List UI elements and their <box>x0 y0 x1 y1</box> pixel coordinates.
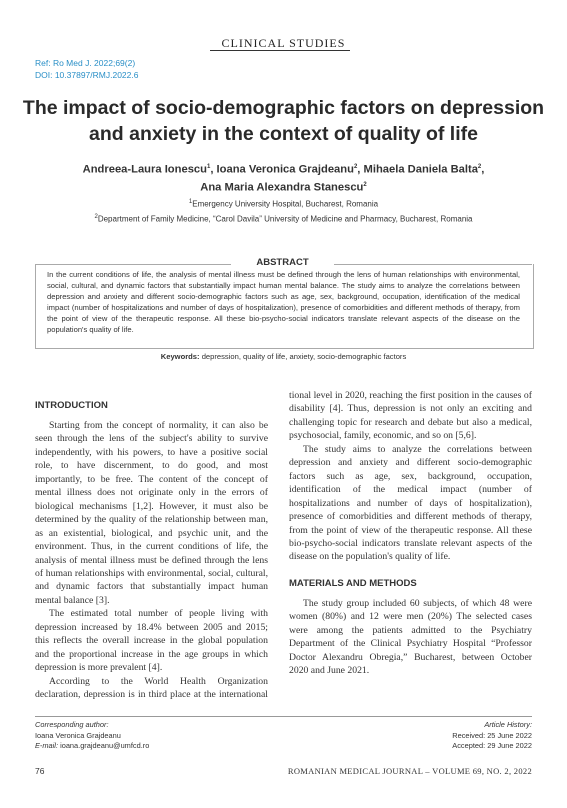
intro-paragraph-4: The study aims to analyze the correlations between depression and anxiety and different socio-demographic factors such as age, sex, background, occupation, identification of the medical impact (number of hospitalizations and number of days of hospitalization), presence of comorbidities and different methods of therapy, from the point of view of the therapeutic response. All these bio-psycho-social indicators translate relevant aspects of the disease on the population's quality of life. <box>289 443 532 563</box>
keywords-list: depression, quality of life, anxiety, socio-demographic factors <box>201 352 407 361</box>
left-column <box>35 400 268 701</box>
author-name: Ana Maria Alexandra Stanescu <box>200 181 364 194</box>
footer-divider <box>35 716 532 717</box>
accepted-date: Accepted: 29 June 2022 <box>452 741 532 750</box>
intro-paragraph-2: The estimated total number of people living with depression increased by 18.4% between 2005 and 2015; this reflects the overall increase in the global population and the proportional increase in the age groups in which depression is more prevalent [4]. <box>35 608 268 674</box>
email-link[interactable]: ioana.grajdeanu@umfcd.ro <box>60 741 150 750</box>
right-column <box>289 389 532 678</box>
author-name: Ioana Veronica Grajdeanu <box>216 163 354 176</box>
keywords <box>0 352 567 361</box>
article-history: Article History: Received: 25 June 2022 Accepted: 29 June 2022 <box>452 720 532 750</box>
reference-block <box>35 57 138 81</box>
intro-paragraph-3: According to the World Health Organization declaration, depression is in third place at the international <box>35 675 268 701</box>
methods-paragraph-1: The study group included 60 subjects, of which 48 were women (80%) and 12 were men (20%) The selected cases were among the patients admitted to the Psychiatry Department of the Clinical Psychiatry Hospital “Professor Doctor Alexandru Obregia,” Bucharest, between October 2020 and June 2021. <box>289 597 532 677</box>
affiliations <box>20 196 547 226</box>
abstract-heading: ABSTRACT <box>256 257 309 268</box>
keywords-label: Keywords: <box>160 352 200 361</box>
abstract-text: In the current conditions of life, the analysis of mental illness must be defined through the lens of human relationships with environmental, social, cultural, and dynamic factors that substantially impact human mental balance. The study aims to analyze the correlations between depression and anxiety and different socio-demographic factors such as age, sex, background, occupation, identification of the medical impact (number of hospitalizations and number of days of hospitalization), presence of comorbidities and different methods of therapy, from the point of view of the therapeutic response. All these bio-psycho-social indicators translate relevant aspects of the disease on the population's quality of life. <box>47 270 520 334</box>
section-divider <box>210 50 350 51</box>
author-name: Andreea-Laura Ionescu <box>82 163 207 176</box>
journal-footer: ROMANIAN MEDICAL JOURNAL – VOLUME 69, NO. 2, 2022 <box>287 766 532 776</box>
doi-link[interactable]: DOI: 10.37897/RMJ.2022.6 <box>35 70 139 80</box>
corresponding-author: Corresponding author: Ioana Veronica Grajdeanu E-mail: ioana.grajdeanu@umfcd.ro <box>35 720 150 750</box>
page-number: 76 <box>35 766 45 776</box>
introduction-heading: INTRODUCTION <box>35 400 108 411</box>
abstract-rule-right <box>334 264 532 265</box>
journal-ref: Ref: Ro Med J. 2022;69(2) <box>35 58 136 68</box>
corresponding-author-name: Ioana Veronica Grajdeanu <box>35 730 121 740</box>
article-title: The impact of socio-demographic factors on depression and anxiety in the context of quality of life <box>22 97 545 145</box>
section-label: CLINICAL STUDIES <box>221 36 346 50</box>
author-name: Mihaela Daniela Balta <box>363 163 478 176</box>
methods-heading: MATERIALS AND METHODS <box>289 577 417 589</box>
affiliation-2: $^2$Department of Family Medicine, “Carol Davila” University of Medicine and Pharmacy, Bucharest, Romania <box>94 214 473 224</box>
intro-paragraph-1: Starting from the concept of normality, it can also be seen through the lens of the subject's ability to survive independently, with his powers, to have a positive social role, to have discernment, to do good, and most importantly, to be free. The content of the concept of mental illness does not originate only in the errors of biological mechanisms [1,2]. However, it must also be determined by the quality of the relationship between man, as an existential, biological, and psychic unit, and the environment. Thus, in the current conditions of life, the analysis of mental illness must be defined through the lens of human relationships with environmental, social, cultural, and dynamic factors that substantially impact human mental balance [3]. <box>35 420 268 606</box>
received-date: Received: 25 June 2022 <box>452 730 532 740</box>
affiliation-1: $^1$Emergency University Hospital, Bucharest, Romania <box>188 199 379 209</box>
author-list: Andreea-Laura Ionescu$^1$, Ioana Veronica Grajdeanu$^2$, Mihaela Daniela Balta$^2$, Ana Maria Alexandra Stanescu$^2$ <box>82 163 485 194</box>
abstract-rule-left <box>35 264 231 265</box>
intro-paragraph-3-cont: tional level in 2020, reaching the first position in the causes of disability [4]. Thus, depression is not only an exciting and challenging topic for research and debate but also a medical, psychosocial, family, economic, and so on [5,6]. <box>289 390 532 442</box>
